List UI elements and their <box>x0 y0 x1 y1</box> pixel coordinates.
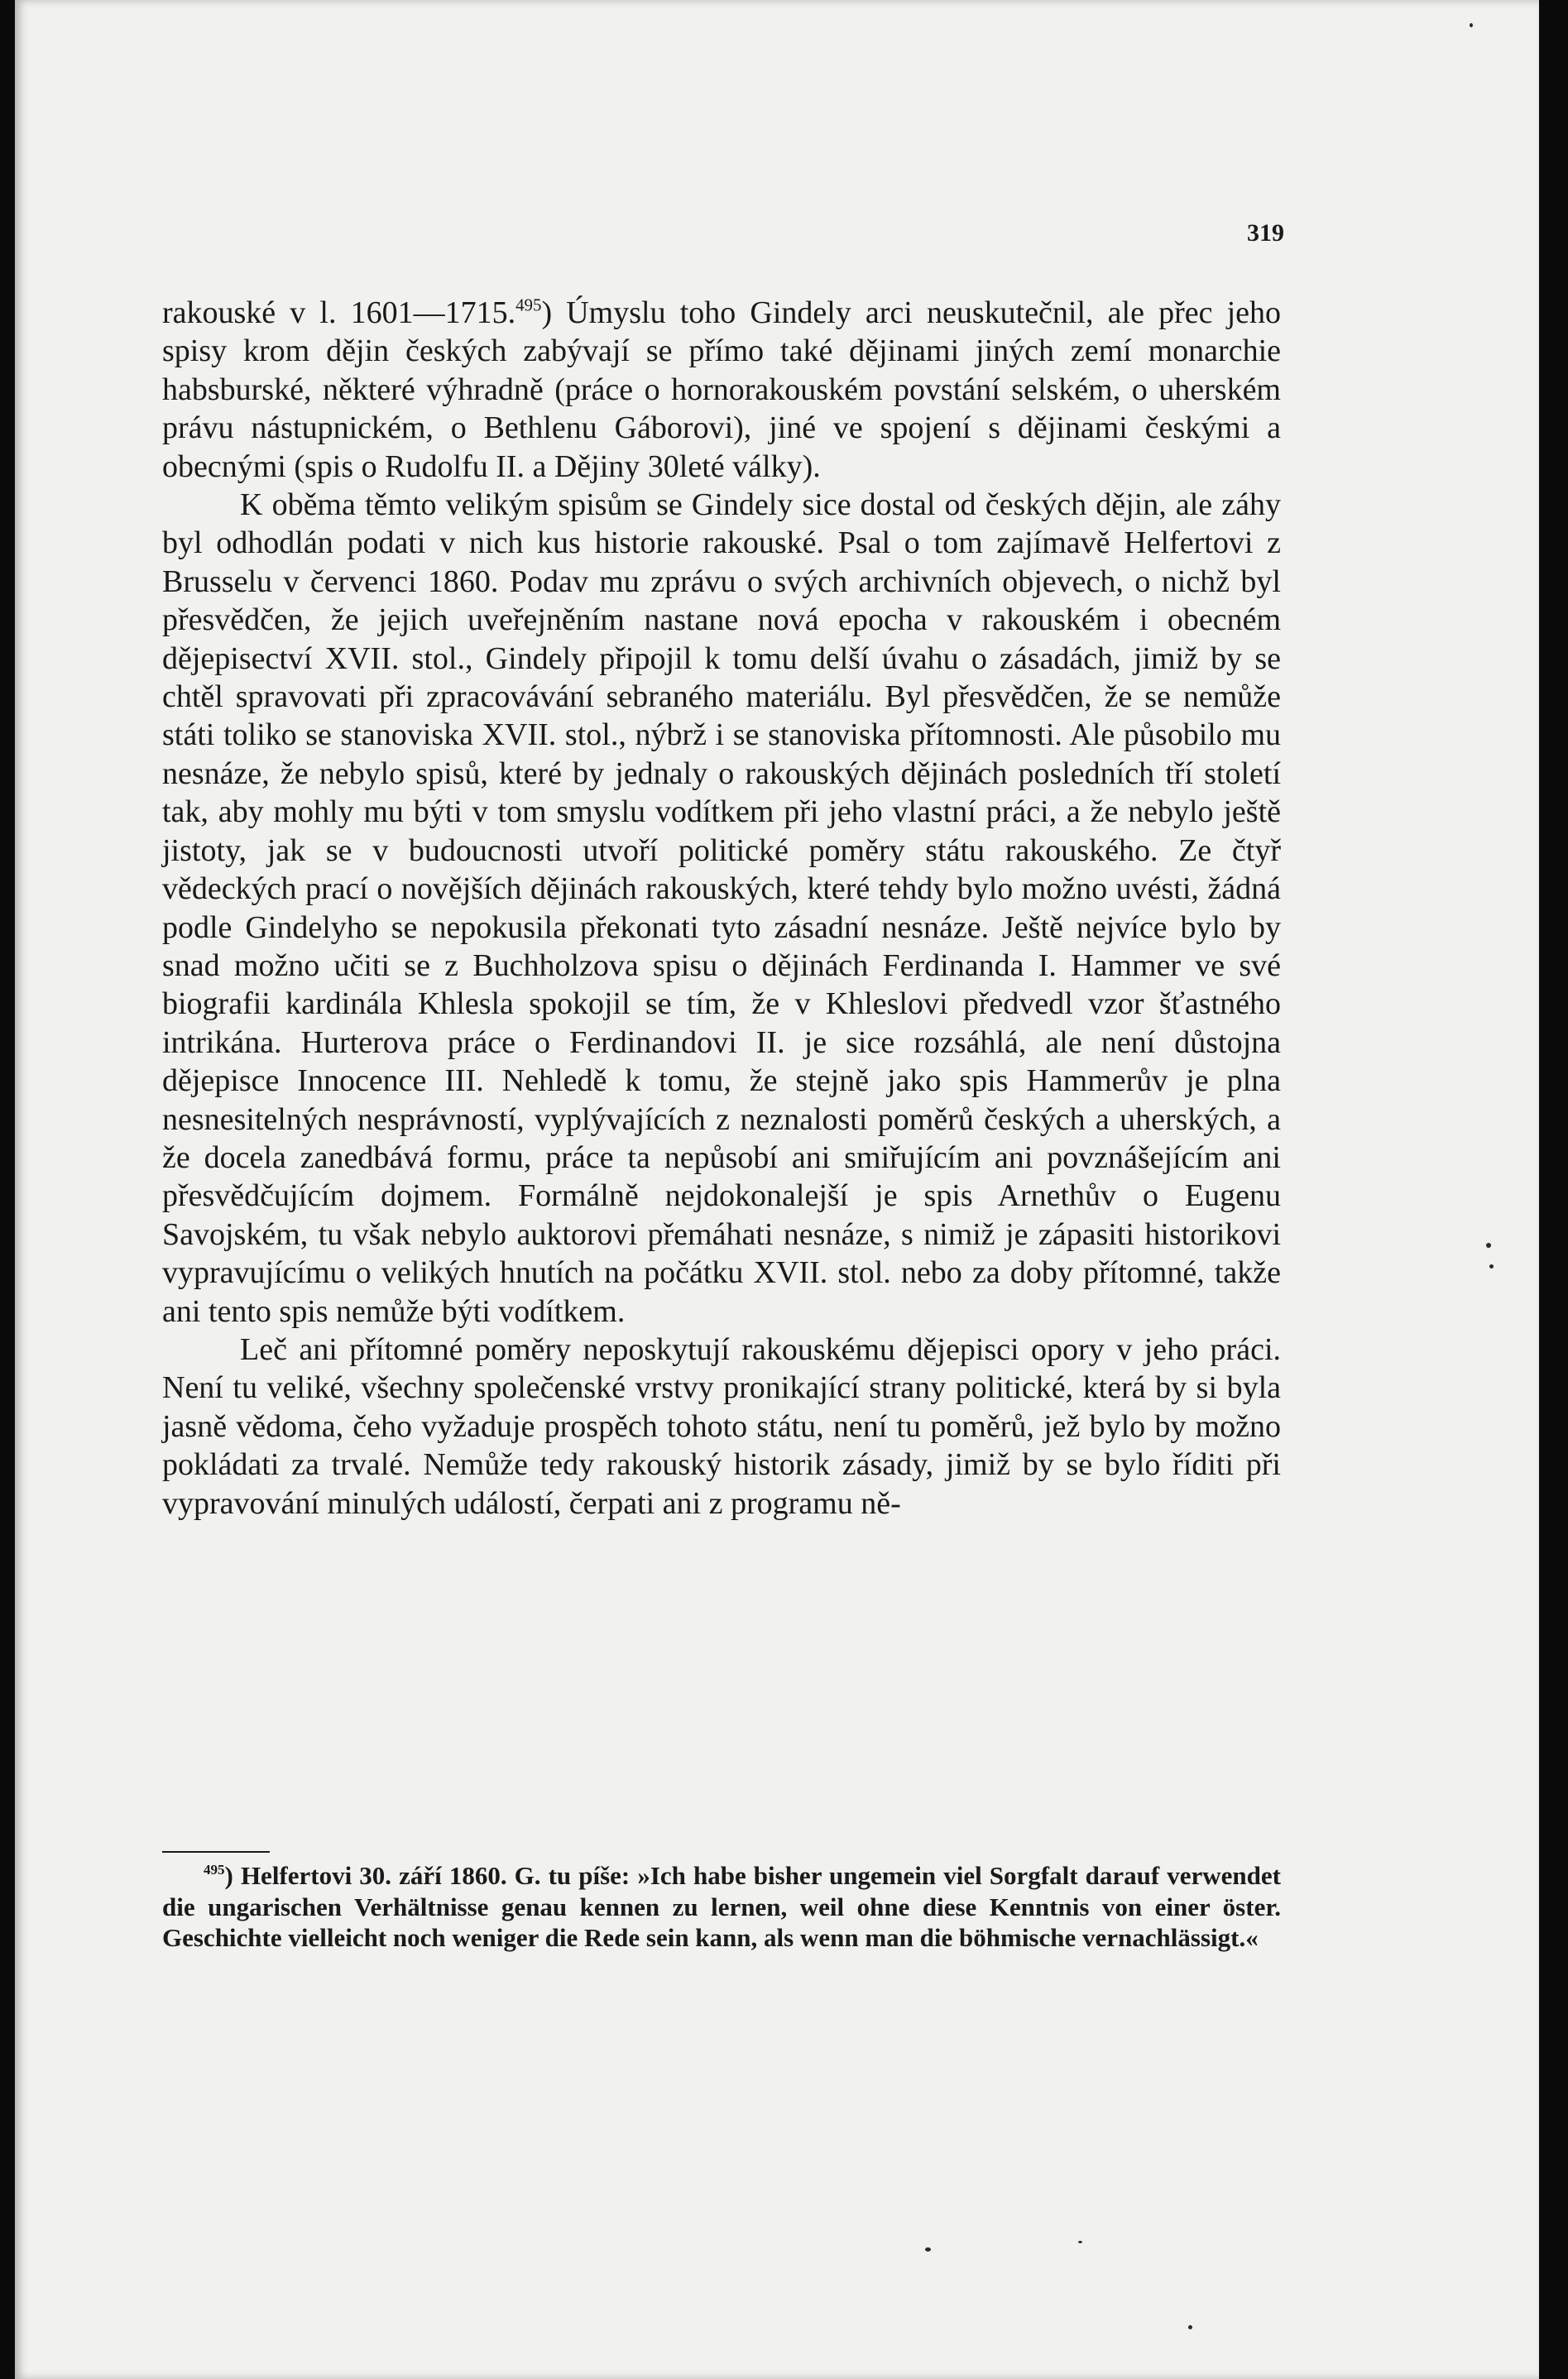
scan-speck <box>1489 1264 1494 1269</box>
scan-speck <box>1188 2325 1192 2329</box>
scan-right-border <box>1539 0 1568 2379</box>
footnote-marker: 495 <box>204 1862 225 1878</box>
footnote-text: ) Helfertovi 30. září 1860. G. tu píše: »Ich habe bisher ungemein viel Sorgfalt darauf verwendet die ungarischen Verhältnisse genau kennen zu lernen, weil ohne diese Kenntnis von einer öster. Geschichte vielleicht noch weniger die Rede sein kann, als wenn man die böhmische vernachlässigt.« <box>162 1861 1281 1952</box>
page-number: 319 <box>1247 219 1284 247</box>
scan-speck <box>1078 2241 1082 2243</box>
paragraph-text-start: rakouské v l. 1601—1715. <box>162 295 516 330</box>
footnote-reference[interactable]: 495 <box>515 295 542 315</box>
scan-speck <box>1470 23 1473 27</box>
paragraph-text-end: ) Úmyslu toho Gindely arci neuskutečnil, ale přec jeho spisy krom dějin českých zabývají se přímo také dějinami jiných zemí monarchie habsburské, některé výhradně (práce o hornorakouském povstání selském, o uherském právu nástupnickém, o Bethlenu Gáborovi), jiné ve spojení s dějinami českými a obecnými (spis o Rudolfu II. a Dějiny 30leté války). <box>162 295 1282 484</box>
paragraph: Leč ani přítomné poměry neposkytují rakouskému dějepisci opory v jeho práci. Není tu veliké, všechny společenské vrstvy pronikající strany politické, která by si byla jasně vědoma, čeho vyžaduje prospěch tohoto státu, není tu poměrů, jež bylo by možno pokládati za trvalé. Nemůže tedy rakouský historik zásady, jimiž by se bylo říditi při vypravování minulých událostí, čerpati ani z programu ně- <box>162 1331 1281 1521</box>
scan-left-border <box>0 0 15 2379</box>
footnote <box>162 1860 1281 1954</box>
scan-speck <box>925 2247 931 2252</box>
main-text <box>162 294 1281 1523</box>
footnote-paragraph <box>162 1860 1281 1954</box>
scan-speck <box>1486 1243 1491 1248</box>
paragraph: K oběma těmto velikým spisům se Gindely sice dostal od českých dějin, ale záhy byl odhodlán podati v nich kus historie rakouské. Psal o tom zajímavě Helfertovi z Brusselu v červenci 1860. Podav mu zprávu o svých archivních objevech, o nichž byl přesvědčen, že jejich uveřejněním nastane nová epocha v rakouském i obecném dějepisectví XVII. stol., Gindely připojil k tomu delší úvahu o zásadách, jimiž by se chtěl spravovati při zpracovávání sebraného materiálu. Byl přesvědčen, že se nemůže státi toliko se stanoviska XVII. stol., nýbrž i se stanoviska přítomnosti. Ale působilo mu nesnáze, že nebylo spisů, které by jednaly o rakouských dějinách posledních tří století tak, aby mohly mu býti v tom smyslu vodítkem při jeho vlastní práci, a že nebylo ještě jistoty, jak se v budoucnosti utvoří politické poměry státu rakouského. Ze čtyř vědeckých prací o novějších dějinách rakouských, které tehdy bylo možno uvésti, žádná podle Gindelyho se nepokusila překonati tyto zásadní nesnáze. Ještě nejvíce bylo by snad možno učiti se z Buchholzova spisu o dějinách Ferdinanda I. Hammer ve své biografii kardinála Khlesla spokojil se tím, že v Khleslovi předvedl vzor šťastného intrikána. Hurterova práce o Ferdinandovi II. je sice rozsáhlá, ale není důstojna dějepisce Innocence III. Nehledě k tomu, že stejně jako spis Hammerův je plna nesnesitelných nesprávností, vyplývajících z neznalosti poměrů českých a uherských, a že docela zanedbává formu, práce ta nepůsobí ani smiřujícím ani povznášejícím ani přesvědčujícím dojmem. Formálně nejdokonalejší je spis Arnethův o Eugenu Savojském, tu však nebylo auktorovi přemáhati nesnáze, s nimiž je zápasiti historikovi vypravujícímu o velikých hnutích na počátku XVII. stol. nebo za doby přítomné, takže ani tento spis nemůže býti vodítkem. <box>162 487 1281 1329</box>
footnote-divider <box>162 1851 270 1853</box>
paragraph <box>162 294 1281 486</box>
